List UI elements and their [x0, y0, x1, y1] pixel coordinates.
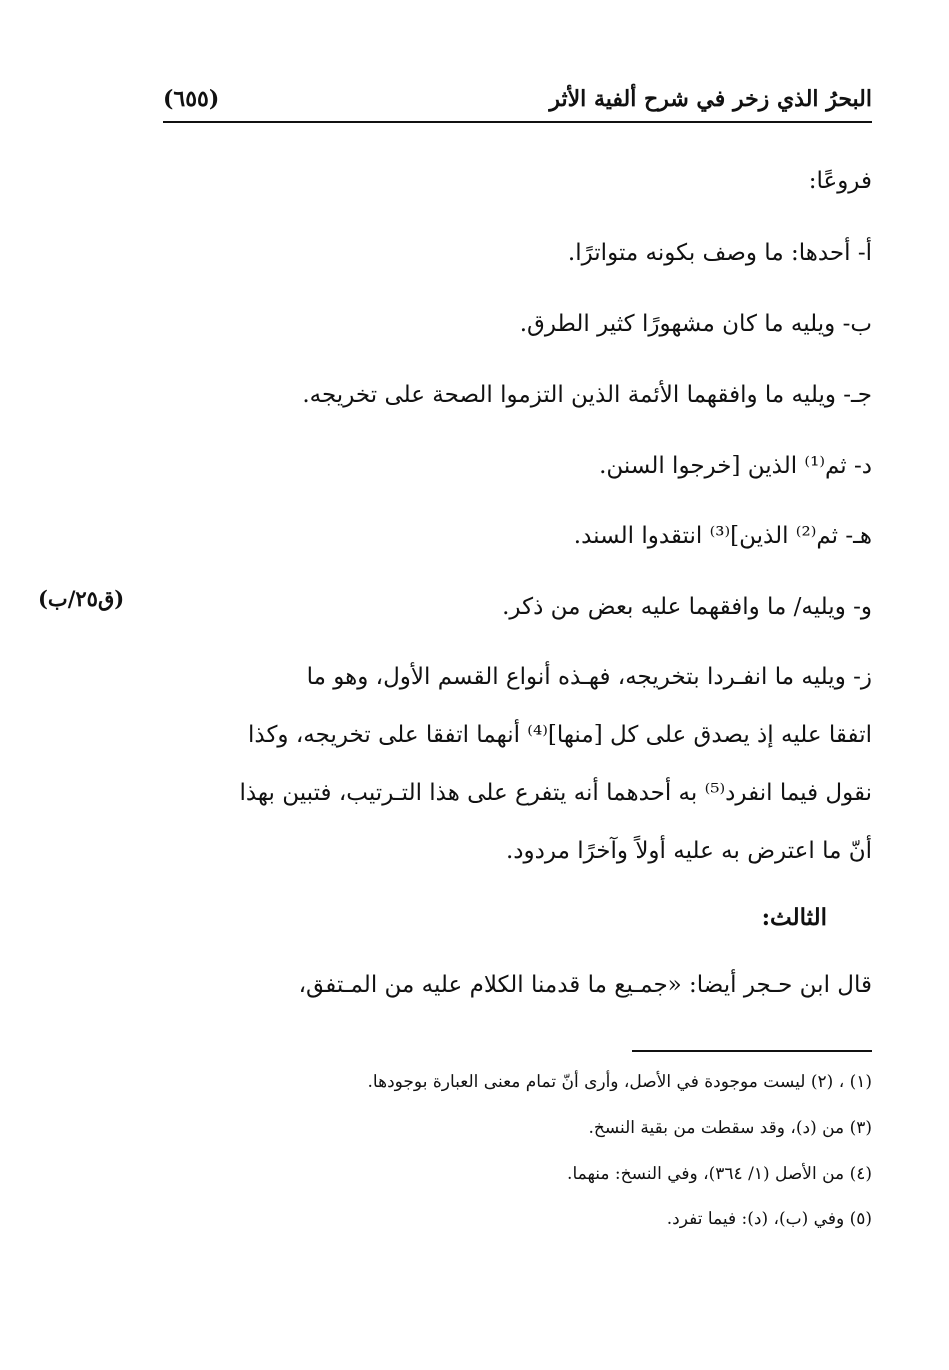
- list-item-e: هـ- ثم⁽²⁾ الذين]⁽³⁾ انتقدوا السند.: [573, 523, 872, 549]
- footnote-1-2: (١) ، (٢) ليست موجودة في الأصل، وأرى أنّ تمام معنى العبارة بوجودها.: [367, 1072, 872, 1092]
- page-header: [163, 80, 872, 120]
- paragraph-line: أنّ ما اعترض به عليه أولاً وآخرًا مردود.: [505, 838, 872, 864]
- footnote-3: (٣) من (د)، وقد سقطت من بقية النسخ.: [588, 1118, 872, 1138]
- running-title: البحرُ الذي زخر في شرح ألفية الأثر: [549, 86, 872, 112]
- manuscript-folio-note: (ق٢٥/ب): [38, 586, 125, 611]
- list-item-c: جـ- ويليه ما وافقهما الأئمة الذين التزموا الصحة على تخريجه.: [302, 382, 872, 408]
- paragraph-line: اتفقا عليه إذ يصدق على كل [منها]⁽⁴⁾ أنهما اتفقا على تخريجه، وكذا: [248, 722, 872, 748]
- footnote-rule: [632, 1050, 872, 1052]
- list-item-a: أ- أحدها: ما وصف بكونه متواترًا.: [567, 240, 872, 266]
- paragraph-z: [163, 664, 872, 874]
- footnote-5: (٥) وفي (ب)، (د): فيما تفرد.: [666, 1209, 872, 1229]
- paragraph-line: ز- ويليه ما انفـردا بتخريجه، فهـذه أنواع القسم الأول، وهو ما: [306, 664, 872, 690]
- list-item-d: د- ثم⁽¹⁾ الذين [خرجوا السنن.: [599, 453, 872, 479]
- section-heading: الثالث:: [761, 904, 827, 931]
- page-number: (٦٥٥): [163, 86, 220, 112]
- section-intro: فروعًا:: [808, 168, 872, 194]
- footnote-4: (٤) من الأصل (١/ ٣٦٤)، وفي النسخ: منهما.: [567, 1164, 872, 1184]
- header-rule: [163, 121, 872, 123]
- paragraph-line: نقول فيما انفرد⁽⁵⁾ به أحدهما أنه يتفرع على هذا التـرتيب، فتبين بهذا: [239, 780, 872, 806]
- list-item-f: و- ويليه/ ما وافقهما عليه بعض من ذكر.: [502, 594, 872, 620]
- list-item-b: ب- ويليه ما كان مشهورًا كثير الطرق.: [519, 311, 872, 337]
- quote-line: قال ابن حـجر أيضا: «جمـيع ما قدمنا الكلام عليه من المـتفق،: [298, 972, 872, 998]
